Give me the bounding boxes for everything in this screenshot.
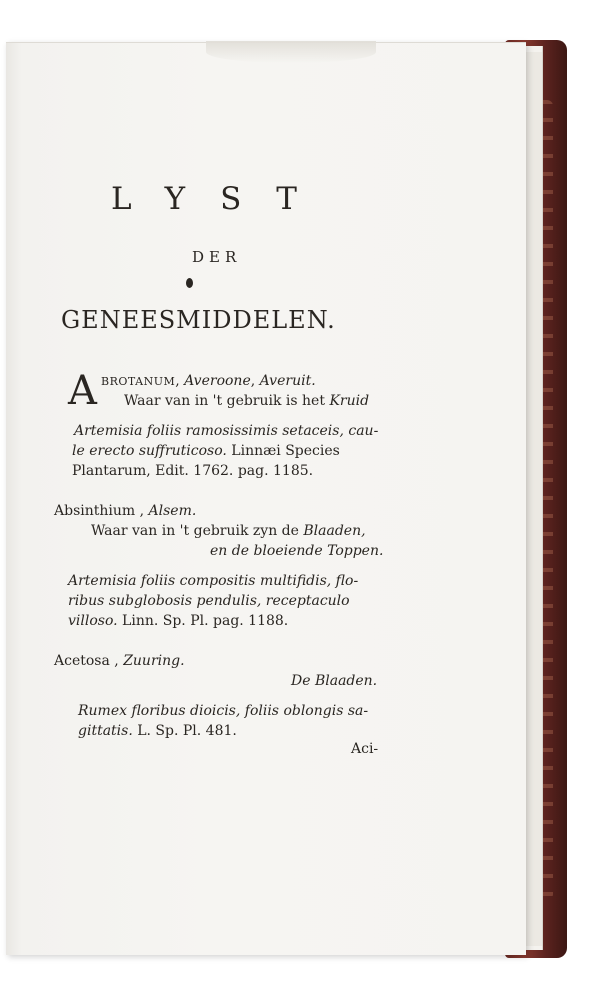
use-part: Blaaden,	[303, 523, 366, 539]
latin-italic: villoso.	[68, 613, 118, 629]
latin-ref: Plantarum, Edit. 1762. pag. 1185.	[72, 463, 314, 479]
entry-name: Acetosa	[54, 653, 110, 669]
synonym: Averuit.	[259, 373, 316, 389]
synonym: Zuuring.	[123, 653, 185, 669]
entry-abrotanum-use	[124, 392, 369, 410]
catchword: Aci-	[351, 741, 379, 757]
page-fold	[206, 41, 376, 63]
use-part: De Blaaden.	[291, 673, 378, 689]
use-text: Waar van in 't gebruik zyn de	[91, 523, 299, 539]
entry-absinthium-use	[91, 522, 366, 540]
use-text: Waar van in 't gebruik is het	[124, 393, 325, 409]
latin-ref: Linn. Sp. Pl. pag. 1188.	[122, 613, 289, 629]
dropcap: A	[68, 368, 97, 414]
latin-ref: L. Sp. Pl. 481.	[137, 723, 237, 739]
use-part: en de bloeiende Toppen.	[210, 543, 384, 559]
separator: ,	[175, 373, 185, 389]
latin-line	[78, 722, 237, 740]
title-der: DER	[192, 248, 242, 266]
entry-acetosa-heading: Acetosa , Zuuring.	[54, 653, 185, 669]
synonym: Alsem.	[148, 503, 197, 519]
latin-line: Rumex floribus dioicis, foliis oblongis sa-	[78, 703, 369, 719]
entry-abrotanum-heading: BROTANUM, Averoone, Averuit.	[101, 373, 316, 389]
title-lyst: LYST	[111, 181, 332, 217]
latin-line	[68, 612, 288, 630]
latin-line: Artemisia foliis ramosissimis setaceis, cau-	[74, 423, 379, 439]
latin-ref: Linnæi Species	[231, 443, 340, 459]
entry-absinthium-heading: Absinthium , Alsem.	[54, 503, 197, 519]
title-main: GENEESMIDDELEN.	[61, 306, 336, 334]
entry-name: Absinthium	[54, 503, 136, 519]
latin-line: Artemisia foliis compositis multifidis, flo-	[68, 573, 359, 589]
latin-italic: le erecto suffruticoso.	[72, 443, 227, 459]
latin-line: ribus subglobosis pendulis, receptaculo	[68, 593, 350, 609]
latin-italic: gittatis.	[78, 723, 133, 739]
synonym: Averoone	[184, 373, 251, 389]
latin-line	[72, 442, 340, 460]
use-part: Kruid	[329, 393, 370, 409]
entry-name: BROTANUM	[101, 375, 176, 388]
ornament-dot-icon	[186, 278, 193, 288]
book-page	[6, 42, 526, 955]
